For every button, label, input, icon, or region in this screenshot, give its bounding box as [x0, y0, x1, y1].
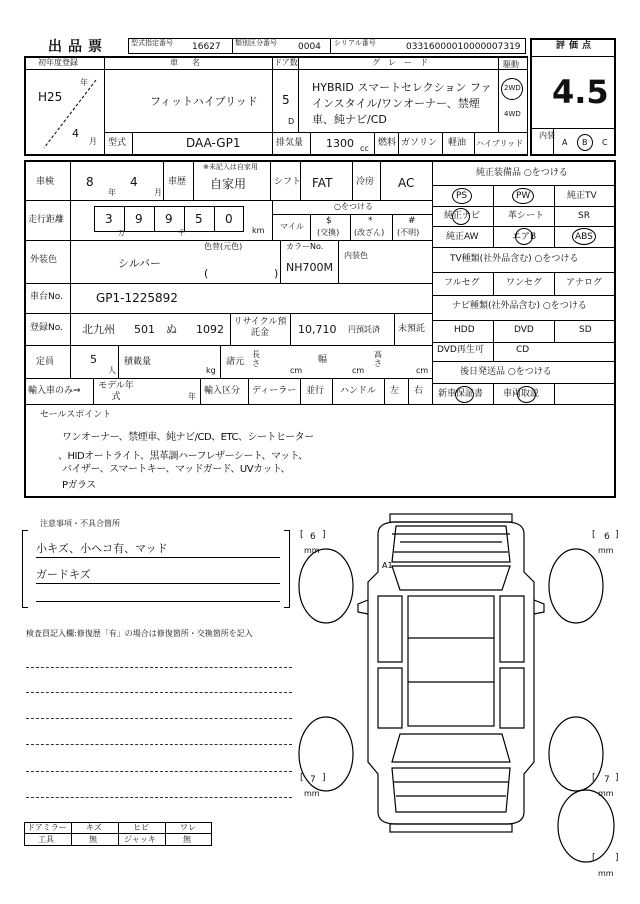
tread-bracket-fr-close: ]: [615, 530, 619, 540]
equip-aw: 純正AW: [446, 232, 479, 242]
tv-oneseg: ワンセグ: [506, 278, 543, 288]
capacity-label: 定員: [36, 357, 55, 367]
ship-header: 後日発送品 ○をつける: [460, 367, 552, 377]
equip-airbag-circle: [515, 228, 533, 245]
model-year-unit: 年: [188, 392, 196, 401]
equip-airbag: エアB: [512, 232, 537, 242]
tread-fr: 6: [604, 532, 610, 542]
caution-label: 注意事項・不具合箇所: [40, 519, 120, 528]
equip-tv: 純正TV: [567, 191, 597, 201]
bt-header-mirror: ドアミラー: [27, 823, 67, 832]
tread-rl-unit: mm: [304, 789, 320, 798]
bt-value-jack: ジャッキ: [124, 835, 156, 844]
first-reg-month: 4: [72, 127, 79, 140]
chassis-label: 車台No.: [30, 292, 63, 302]
drive-4wd: 4WD: [504, 110, 521, 118]
equip-pw: PW: [516, 191, 531, 201]
person-unit: 人: [108, 366, 116, 375]
plate-label: 登録No.: [30, 323, 63, 333]
length-unit: cm: [290, 366, 303, 375]
equip-leather: 革シート: [508, 211, 545, 221]
equipment-header: 純正装備品 ○をつける: [476, 168, 568, 178]
ship-manual: 車両取説: [503, 389, 540, 399]
color-original-label: 色替(元色): [204, 242, 243, 251]
plate-number: 1092: [196, 323, 224, 336]
tv-header: TV種類(社外品含む) ○をつける: [450, 254, 579, 264]
dollar-mark: $: [326, 216, 332, 226]
color-paren-open: (: [204, 267, 209, 280]
altered-note: (改ざん): [354, 228, 385, 237]
car-diagram: [296, 512, 636, 892]
model-year-label: モデル年式: [98, 381, 134, 402]
model-no-label: 型式指定番号: [131, 39, 173, 47]
interior-a: A: [562, 138, 568, 147]
grade-name-label: グレード: [372, 58, 436, 67]
ac-value: AC: [398, 176, 415, 190]
displacement-value: 1300: [326, 137, 354, 150]
km-unit: km: [252, 226, 265, 235]
tread-bracket-rl: [: [300, 773, 304, 783]
sales-line-3: バイザー、スマートキー、マッドガード、UVカット、: [62, 464, 291, 475]
odometer-digit-3: 9: [165, 212, 173, 226]
hash-mark: #: [408, 216, 416, 226]
fuel-label: 燃料: [378, 138, 397, 148]
bt-header-break: ワレ: [180, 823, 196, 832]
import-label: 輸入車のみ⇒: [28, 386, 81, 396]
drive-2wd-circle: [501, 78, 523, 100]
car-name-label: 車名: [170, 58, 214, 67]
dvd-label: DVD再生可: [437, 345, 484, 355]
handle-left: 左: [390, 386, 400, 396]
recycle-unpaid: 未預託: [398, 324, 426, 334]
category-label: 類別区分番号: [235, 39, 277, 47]
displacement-label: 排気量: [276, 138, 304, 148]
tread-bracket-spare-close: ]: [615, 853, 619, 863]
serial-value: 03316000010000007319: [406, 42, 521, 52]
odometer-digit-4: 5: [195, 212, 203, 226]
model-no-value: 16627: [192, 42, 221, 52]
man-unit: 万: [118, 229, 125, 237]
sales-points-label: セールスポイント: [40, 410, 112, 420]
tire-front-right: [549, 549, 603, 623]
tread-bracket-rr-close: ]: [615, 773, 619, 783]
bt-header-scratch: キズ: [86, 823, 102, 832]
color-paren-close: ): [274, 267, 279, 280]
sales-line-4: Pガラス: [62, 480, 96, 491]
sales-line-2: 、HIDオートライト、黒革調ハーフレザーシート、マット、: [58, 451, 308, 462]
shaken-label: 車検: [36, 177, 55, 187]
color-no-value: NH700M: [286, 261, 333, 274]
inspector-line-3: [26, 718, 292, 719]
doors-value: 5: [282, 93, 290, 107]
tread-bracket-fl: [: [300, 530, 304, 540]
tread-bracket-rl-close: ]: [322, 773, 326, 783]
type-value: DAA-GP1: [186, 136, 241, 150]
unknown-note: (不明): [397, 228, 420, 237]
ship-warranty-circle: [455, 386, 474, 403]
equip-ps-circle: [452, 188, 472, 204]
shift-label: シフト: [274, 177, 302, 187]
inspector-label: 検査員記入欄:修復歴「有」の場合は修復箇所・交換箇所を記入: [26, 629, 253, 638]
width-label: 幅: [318, 355, 328, 365]
odometer-digit-5: 0: [225, 212, 233, 226]
category-value: 0004: [298, 42, 321, 52]
grade-value: 4.5: [552, 73, 609, 111]
inspector-line-5: [26, 771, 292, 772]
chassis-value: GP1-1225892: [96, 291, 178, 305]
tread-rl: 7: [310, 775, 316, 785]
check-note: ○をつける: [334, 202, 373, 211]
color-value: シルバー: [118, 257, 161, 270]
height-label: 高さ: [374, 350, 382, 368]
tire-front-left: [299, 546, 353, 623]
year-unit: 年: [80, 78, 88, 87]
capacity-value: 5: [90, 353, 97, 366]
mile-unit: マイル: [280, 222, 304, 231]
drive-label: 駆動: [503, 60, 519, 69]
ac-label: 冷房: [356, 177, 375, 187]
caution-bracket-right: [284, 530, 290, 608]
width-unit: cm: [352, 366, 365, 375]
handle-right: 右: [414, 386, 424, 396]
kg-unit: kg: [206, 366, 216, 375]
plate-kana: ぬ: [166, 323, 177, 336]
plate-class: 501: [134, 323, 155, 336]
sales-line-1: ワンオーナー、禁煙車、純ナビ/CD、ETC、シートヒーター: [62, 432, 314, 443]
bt-value-tools: 工具: [38, 835, 54, 844]
first-reg-era: H25: [38, 90, 63, 104]
nav-hdd: HDD: [454, 325, 475, 335]
tread-bracket-fr: [: [592, 530, 596, 540]
history-label: 車歴: [168, 177, 187, 187]
shift-value: FAT: [312, 176, 333, 190]
history-value: 自家用: [210, 177, 247, 191]
equip-sr: SR: [578, 211, 590, 221]
equip-pw-circle: [512, 188, 534, 204]
shaken-year-unit: 年: [108, 188, 116, 197]
tread-fr-unit: mm: [598, 546, 614, 555]
bt-header-crack: ヒビ: [133, 823, 149, 832]
import-type-label: 輸入区分: [204, 386, 241, 396]
plate-region: 北九州: [82, 323, 115, 336]
tv-fullseg: フルセグ: [444, 278, 480, 288]
load-label: 積載量: [124, 357, 152, 367]
shaken-year: 8: [86, 175, 94, 189]
recycle-value: 10,710: [298, 323, 337, 336]
dvd-value: CD: [516, 345, 530, 355]
nav-header: ナビ種類(社外品含む) ○をつける: [452, 301, 587, 311]
dims-label: 諸元: [226, 357, 245, 367]
import-dealer: ディーラー: [252, 386, 297, 396]
mileage-label: 走行距離: [28, 215, 65, 225]
fuel-gasoline: ガソリン: [401, 138, 438, 148]
nav-sd: SD: [579, 325, 592, 335]
length-label: 長さ: [252, 350, 260, 368]
tread-rr: 7: [604, 775, 610, 785]
interior-b-circle: [577, 134, 593, 151]
odometer-digit-1: 3: [105, 212, 113, 226]
drive-2wd: 2WD: [504, 84, 521, 92]
tire-rear-left: [299, 717, 353, 791]
caution-line-2: ガードキズ: [36, 568, 91, 581]
inspector-line-2: [26, 692, 292, 693]
interior-c: C: [602, 138, 608, 147]
tread-bracket-rr: [: [592, 773, 596, 783]
doors-label: ドア数: [274, 58, 298, 67]
tread-rr-unit: mm: [598, 789, 614, 798]
tread-fl-unit: mm: [304, 546, 320, 555]
tire-spare: [558, 790, 614, 862]
grade-label: 評価点: [556, 41, 596, 51]
caution-bracket-left: [22, 530, 28, 608]
door-type: D: [288, 117, 295, 126]
shaken-month: 4: [130, 175, 138, 189]
serial-label: シリアル番号: [334, 39, 376, 47]
equip-ps: PS: [456, 191, 468, 201]
damage-mark: A1: [382, 561, 393, 570]
height-unit: cm: [416, 366, 429, 375]
interior-color-label: 内装色: [344, 251, 368, 260]
star-mark: *: [368, 216, 373, 226]
caution-line-1: 小キズ、小ヘコ有、マッド: [36, 542, 168, 555]
import-parallel: 並行: [306, 386, 325, 396]
interior-b: B: [582, 138, 588, 147]
tread-bracket-spare: [: [592, 853, 596, 863]
bt-value-jack-status: 無: [183, 835, 191, 844]
tread-bracket-fl-close: ]: [322, 530, 326, 540]
first-reg-label: 初年度登録: [38, 58, 78, 67]
interior-label: 内装: [539, 131, 555, 140]
equip-abs-circle: [572, 228, 596, 245]
car-name-value: フィットハイブリッド: [150, 95, 258, 108]
recycle-unit: 円預託済: [348, 325, 380, 334]
page-title: 出品票: [48, 39, 108, 55]
inspector-line-1: [26, 667, 292, 668]
cc-unit: cc: [360, 144, 369, 153]
tv-analog: アナログ: [566, 278, 603, 288]
tread-spare-unit: mm: [598, 869, 614, 878]
tread-fl: 6: [310, 532, 316, 542]
color-no-label: カラーNo.: [286, 242, 324, 251]
history-note: ※未記入は自家用: [203, 163, 258, 171]
month-unit: 月: [89, 137, 97, 146]
recycle-label: リサイクル預託金: [233, 317, 287, 338]
ship-warranty: 新車保証書: [438, 389, 484, 399]
grade-name-value: HYBRID スマートセレクション ファインスタイル/ワンオーナー、禁煙車、純ナビ/CD: [312, 81, 492, 126]
type-label: 型式: [108, 138, 127, 148]
equip-navi-circle: [452, 208, 470, 225]
color-label: 外装色: [30, 255, 58, 265]
equip-abs: ABS: [575, 232, 593, 242]
handle-label: ハンドル: [340, 386, 377, 396]
nav-dvd: DVD: [514, 325, 534, 335]
ship-manual-circle: [517, 386, 536, 403]
fuel-diesel: 軽油: [448, 138, 467, 148]
exchange-note: (交換): [317, 228, 340, 237]
bt-value-tools-status: 無: [89, 835, 97, 844]
inspector-line-4: [26, 744, 292, 745]
inspector-line-6: [26, 797, 292, 798]
date-slash: [40, 76, 100, 152]
equip-navi: 純正ナビ: [444, 211, 481, 221]
shaken-month-unit: 月: [154, 188, 162, 197]
odometer-digit-2: 9: [135, 212, 143, 226]
sen-unit: 千: [178, 229, 185, 237]
fuel-hybrid: ハイブリッド: [476, 139, 524, 148]
